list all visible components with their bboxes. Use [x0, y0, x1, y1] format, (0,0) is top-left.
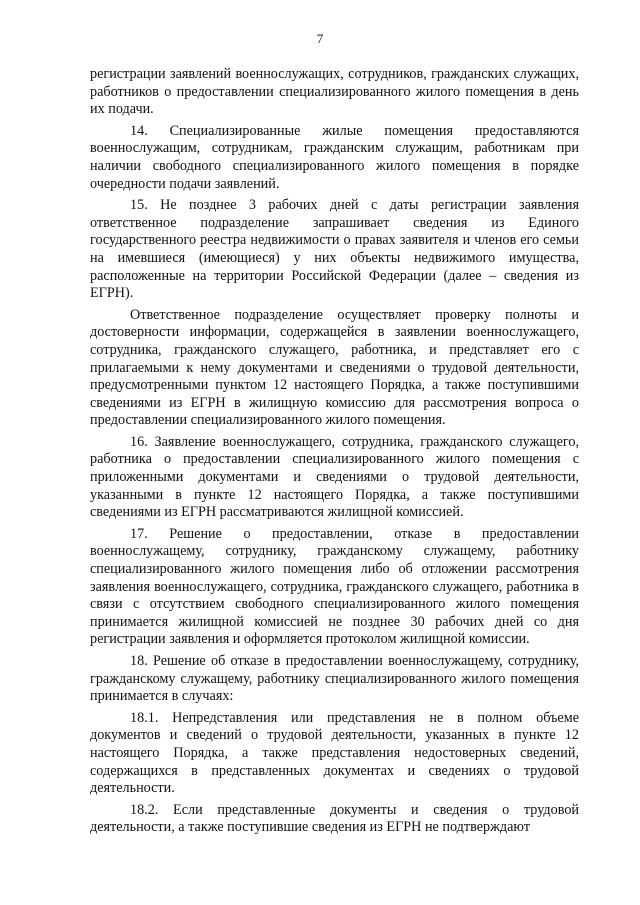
paragraph-14: 14. Специализированные жилые помещения предоставляются военнослужащим, сотрудникам, гражданским служащим, работникам при наличии свободного специализированного жилого помещения в порядке очередности подачи заявлений.: [90, 122, 579, 192]
paragraph-15: 15. Не позднее 3 рабочих дней с даты регистрации заявления ответственное подразделение запрашивает сведения из Единого государственного реестра недвижимости о правах заявителя и членов его семьи на имевшиеся (имеющиеся) у них объекты недвижимого имущества, расположенные на территории Российской Федерации (далее – сведения из ЕГРН).: [90, 197, 579, 302]
paragraph-15-verification: Ответственное подразделение осуществляет проверку полноты и достоверности информации, содержащейся в заявлении военнослужащего, сотрудника, гражданского служащего, работника, и представляет его с прилагаемыми к нему документами и сведениями о трудовой деятельности, предусмотренными пунктом 12 настоящего Порядка, а также поступившими сведениями из ЕГРН в жилищную комиссию для рассмотрения вопроса о предоставлении специализированного жилого помещения.: [90, 306, 579, 429]
document-body: [90, 66, 579, 841]
paragraph-18: 18. Решение об отказе в предоставлении военнослужащему, сотруднику, гражданскому служащему, работнику специализированного жилого помещения принимается в случаях:: [90, 653, 579, 705]
paragraph-18-1: 18.1. Непредставления или представления не в полном объеме документов и сведений о трудовой деятельности, указанных в пункте 12 настоящего Порядка, а также представления недостоверных сведений, содержащихся в представленных документах и сведениях о трудовой деятельности.: [90, 709, 579, 797]
paragraph-continuation: регистрации заявлений военнослужащих, сотрудников, гражданских служащих, работников о предоставлении специализированного жилого помещения в день их подачи.: [90, 66, 579, 118]
paragraph-18-2: 18.2. Если представленные документы и сведения о трудовой деятельности, а также поступившие сведения из ЕГРН не подтверждают: [90, 801, 579, 836]
paragraph-17: 17. Решение о предоставлении, отказе в предоставлении военнослужащему, сотруднику, гражданскому служащему, работнику специализированного жилого помещения либо об отложении рассмотрения заявления военнослужащего, сотрудника, гражданского служащего, работника в связи с отсутствием свободного специализированного жилого помещения принимается жилищной комиссией не позднее 30 рабочих дней со дня регистрации заявления и оформляется протоколом жилищной комиссии.: [90, 525, 579, 648]
page-number: 7: [316, 31, 324, 46]
paragraph-16: 16. Заявление военнослужащего, сотрудника, гражданского служащего, работника о предоставлении специализированного жилого помещения с приложенными документами и сведениями о трудовой деятельности, указанными в пункте 12 настоящего Порядка, а также поступившими сведениями из ЕГРН рассматриваются жилищной комиссией.: [90, 433, 579, 521]
